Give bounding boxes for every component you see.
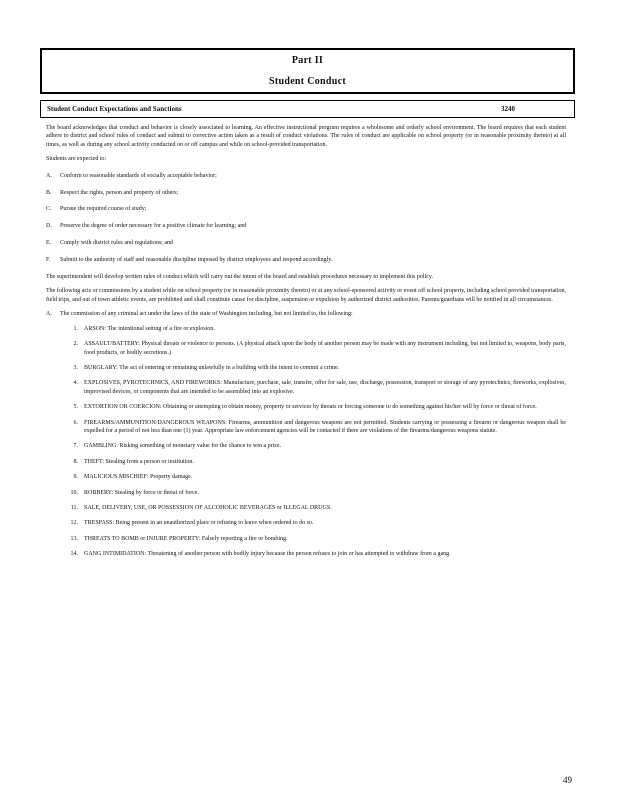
item-text: MALICIOUS MISCHIEF: Property damage. [84,474,193,481]
list-item [46,205,566,213]
expectations-list [46,172,566,265]
page-number: 49 [563,775,572,785]
section-title: Student Conduct Expectations and Sanctions [47,105,182,113]
list-item [64,489,566,497]
list-text: The commission of any criminal act under the laws of the state of Washington including, but not limited to, the following: [60,311,353,318]
item-text: EXPLOSIVES, PYROTECHNICS, AND FIREWORKS: Manufacture, purchase, sale, transfer, offer for sale, use, discharge, possession, transport or storage of any pyrotechnics, fireworks, explosives, improvised devices, or components that are intended to be assembled into an explosive. [84,380,566,395]
item-number: 4. [73,380,78,387]
list-item [46,222,566,230]
list-text: Submit to the authority of staff and reasonable discipline imposed by district employees and respond accordingly. [60,257,333,264]
item-number: 7. [73,443,78,450]
list-text: Respect the rights, person and property of others; [60,189,179,196]
list-item [46,189,566,197]
item-text: SALE, DELIVERY, USE, OR POSSESSION OF ALCOHOLIC BEVERAGES or ILLEGAL DRUGS. [84,504,332,511]
item-number: 10. [70,489,78,496]
item-number: 2. [73,341,78,348]
list-item [46,239,566,247]
list-text: Comply with district rules and regulations; and [60,240,173,247]
list-text: Conform to reasonable standards of socially acceptable behavior; [60,172,217,179]
item-text: GAMBLING: Risking something of monetary value for the chance to win a prize. [84,443,282,450]
item-number: 3. [73,364,78,371]
page-title: Student Conduct [268,76,347,87]
item-number: 1. [73,325,78,332]
list-item [64,442,566,450]
list-item [64,419,566,436]
list-item [46,256,566,264]
part-heading: Part II [291,55,324,66]
item-text: THREATS TO BOMB or INJURE PROPERTY: Falsely reporting a fire or bombing. [84,535,288,542]
item-text: ROBBERY: Stealing by force or threat of force. [84,489,200,496]
list-key: D. [46,223,52,230]
list-key: F. [46,257,51,264]
list-text: Preserve the degree of order necessary for a positive climate for learning; and [60,223,247,230]
section-header [40,100,575,118]
part-title-box [40,48,575,94]
list-key: C. [46,206,52,213]
list-key: A. [46,172,52,179]
list-item [64,550,566,558]
item-text: THEFT: Stealing from a person or institution. [84,458,194,465]
item-text: GANG INTIMIDATION: Threatening of another person with bodily injury because the person refuses to join or has attempted to withdraw from a gang. [84,551,451,558]
list-key: E. [46,240,52,247]
list-item [64,535,566,543]
list-item [64,504,566,512]
list-item [64,379,566,396]
item-number: 6. [73,419,78,426]
section-a [46,310,566,318]
offenses-list [64,325,566,559]
list-key: B. [46,189,52,196]
item-number: 11. [70,504,78,511]
prohibited-acts-paragraph: The following acts or commissions by a student while on school property (or in reasonable proximity thereto) or at any school-sponsored activity or event off school property, including school provided transportation, field trips, and out of town athletic events, are prohibited and shall constitute cause for discipline, suspension or expulsion by authorized district authorities. Parents/guardians will be notified in all circumstances. [46,288,566,303]
item-number: 8. [73,458,78,465]
superintendent-paragraph: The superintendent will develop written rules of conduct which will carry out the intent of the board and establish procedures necessary to implement this policy. [46,274,434,281]
item-number: 13. [70,535,78,542]
list-item [46,172,566,180]
list-item [64,340,566,357]
list-item [64,519,566,527]
policy-body [46,124,566,566]
item-text: ASSAULT/BATTERY: Physical threats or violence to persons. (A physical attack upon the body of another person may be made with any instrument including, but not limited to, weapons, body parts, food products, or bodily secretions.) [84,341,566,356]
list-item [64,325,566,333]
item-number: 12. [70,520,78,527]
item-number: 14. [70,551,78,558]
list-text: Pursue the required course of study; [60,206,147,213]
section-number: 3240 [501,105,515,113]
item-number: 5. [73,404,78,411]
intro-paragraph: The board acknowledges that conduct and behavior is closely associated to learning. An effective instructional program requires a wholesome and orderly school environment. The board requires that each student adhere to district and school rules of conduct and submit to corrective action taken as a result of conduct violations. The rules of conduct are applicable on school property (or in reasonable proximity thereto) at all times, as well as during any school activity conducted on or off campus and while on school-provided transportation. [46,125,566,148]
item-text: TRESPASS: Being present in an unauthorized place or refusing to leave when ordered to do so. [84,520,314,527]
item-number: 9. [73,474,78,481]
expected-label: Students are expected to: [46,156,107,163]
list-item [64,473,566,481]
item-text: EXTORTION OR COERCION: Obtaining or attempting to obtain money, property or services by threats or forcing someone to do something against his/her will by force or threat of force. [84,404,537,411]
list-item [64,403,566,411]
item-text: FIREARMS/AMMUNITION/DANGEROUS WEAPONS: Firearms, ammunition and dangerous weapons are not permitted. Students carrying or possessing a firearm or dangerous weapon shall be expelled for a period of not less than one (1) year. Appropriate law enforcement agencies will be contacted if there are violations of the firearms/dangerous weapons statute. [84,419,566,434]
item-text: ARSON: The intentional setting of a fire or explosion. [84,325,215,332]
list-item [64,364,566,372]
list-item [64,458,566,466]
list-key: A. [46,311,52,318]
item-text: BURGLARY: The act of entering or remaining unlawfully in a building with the intent to commit a crime. [84,364,340,371]
